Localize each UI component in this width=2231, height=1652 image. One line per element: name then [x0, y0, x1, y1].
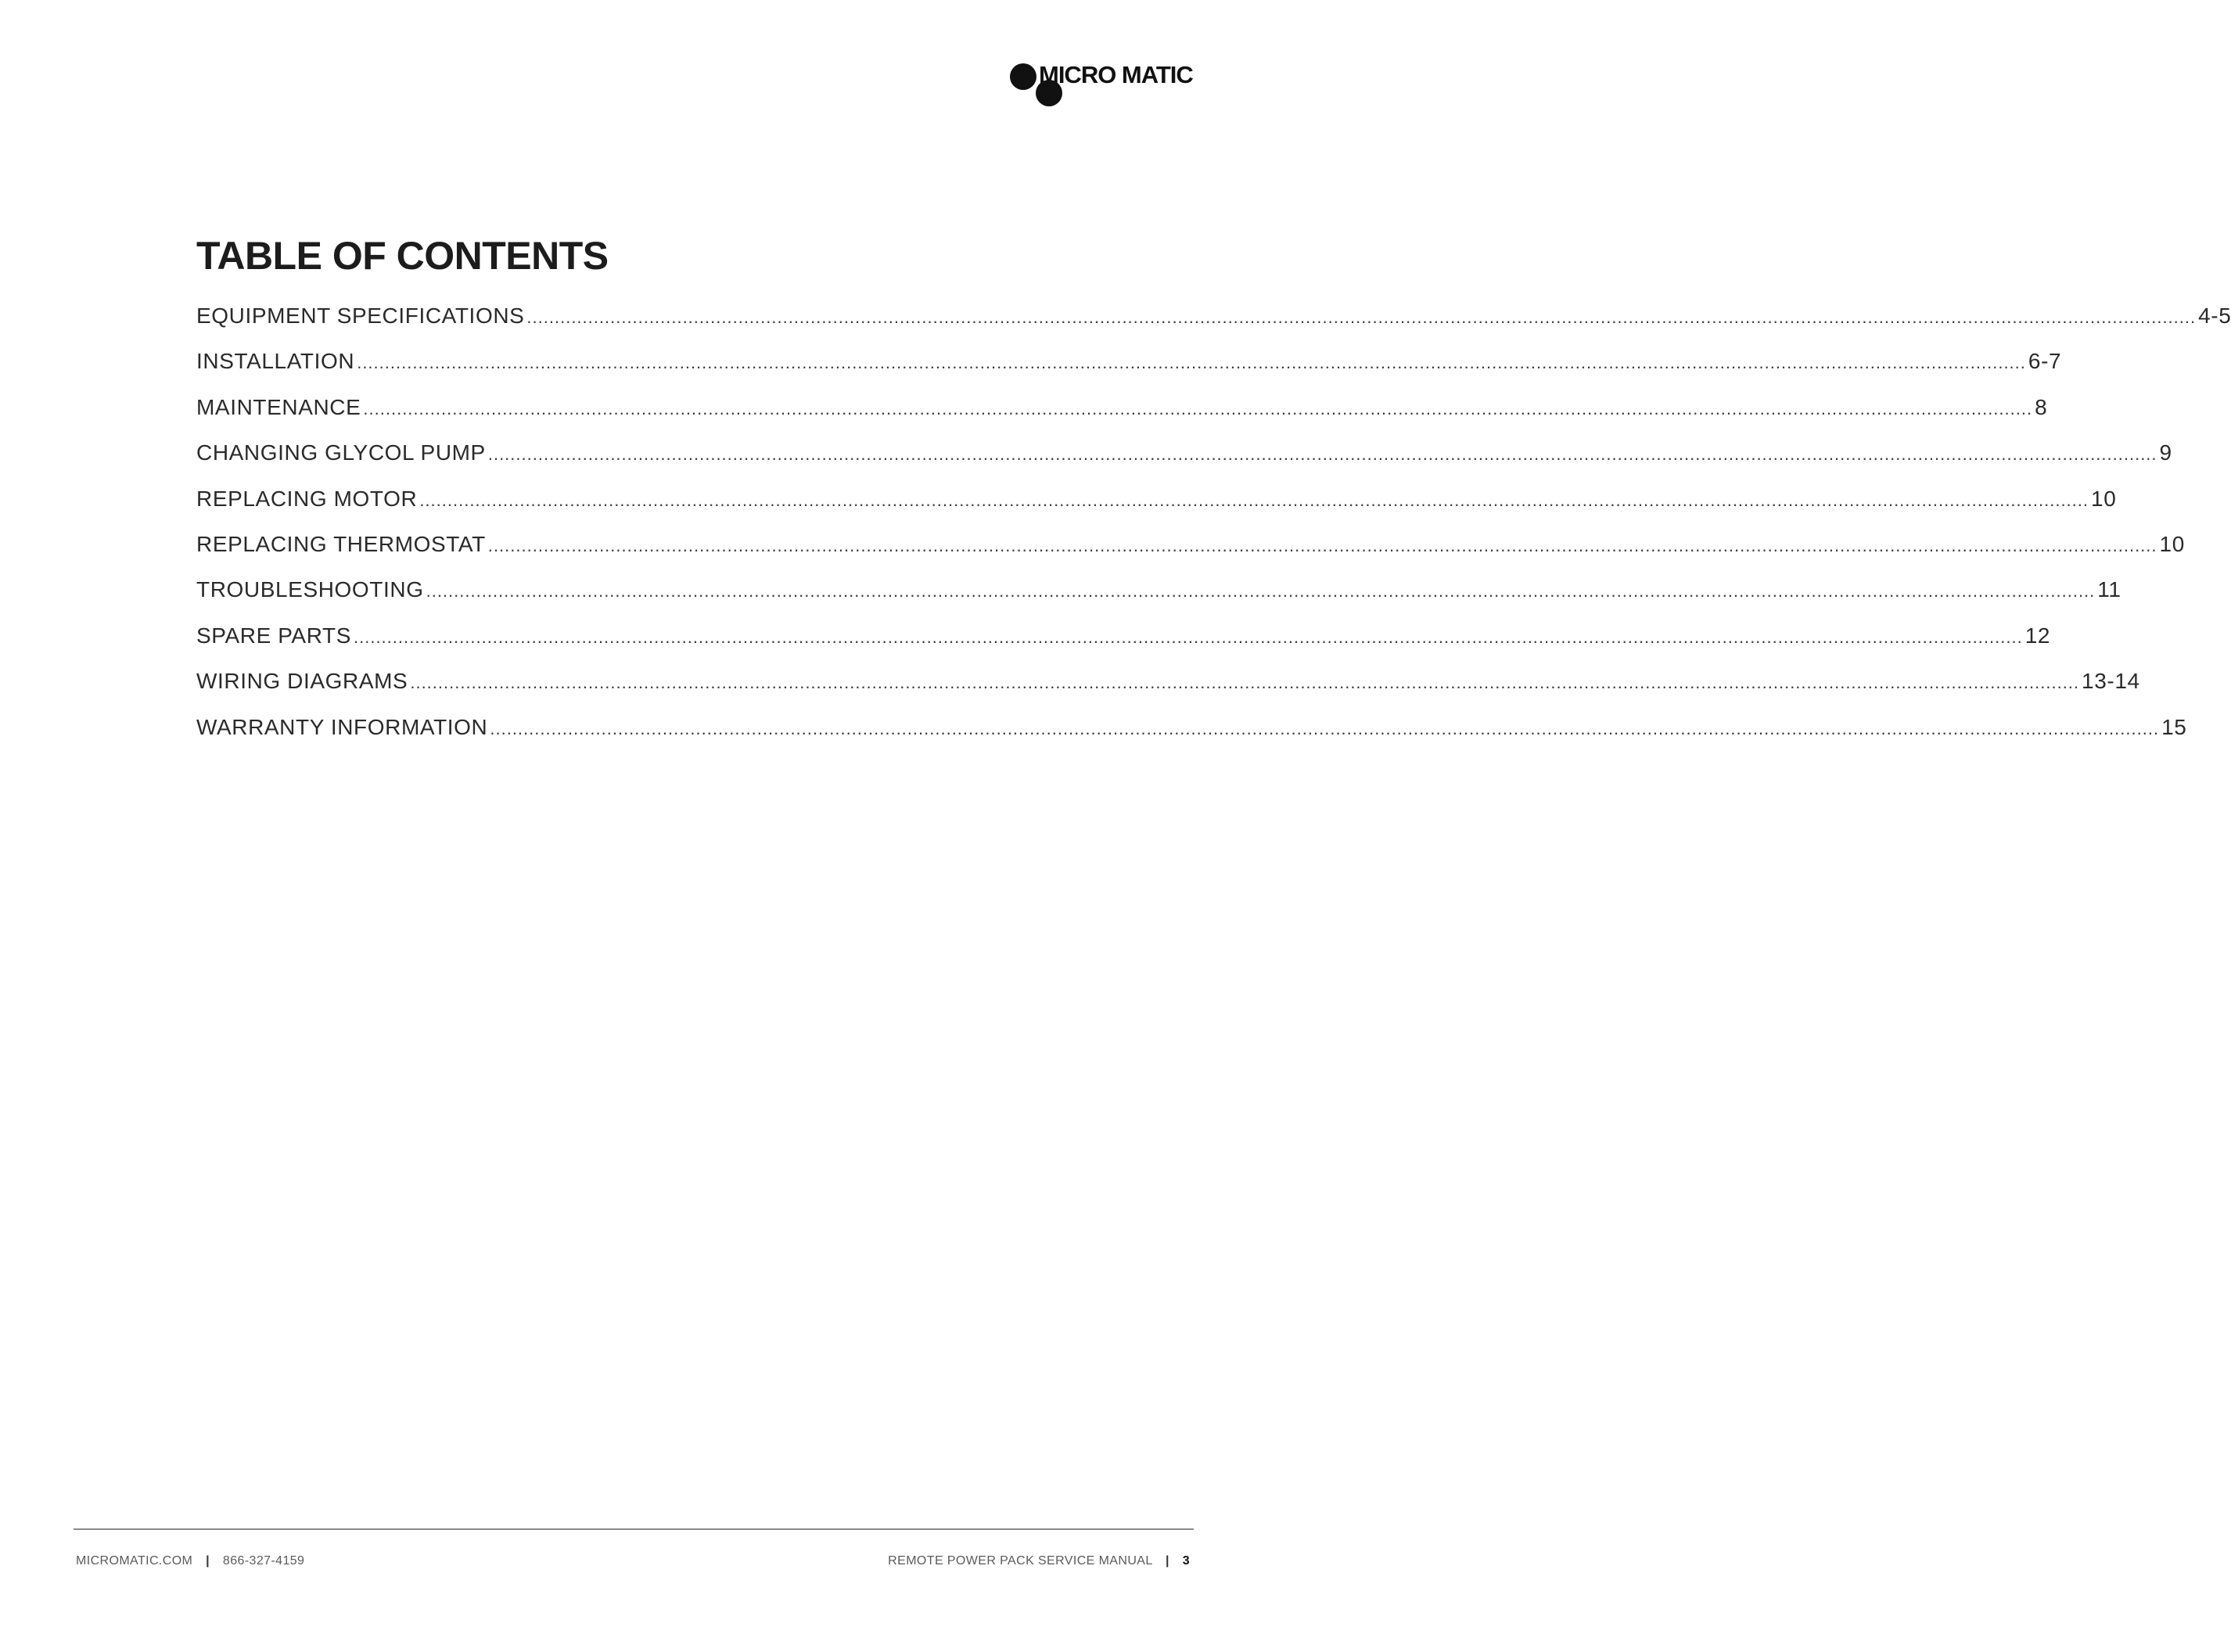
toc-entry[interactable]: [196, 577, 2121, 623]
footer-manual-info: [888, 1554, 1190, 1568]
toc-entry-label: EQUIPMENT SPECIFICATIONS: [196, 303, 525, 328]
toc-entry[interactable]: [196, 349, 2062, 394]
toc-entry-page: 9: [2159, 440, 2172, 465]
toc-entry[interactable]: [196, 486, 2117, 532]
dot-leader: ............................................................................................................................................................................................................................................................................................................: [487, 444, 2157, 465]
toc-entry-label: TROUBLESHOOTING: [196, 577, 424, 602]
toc-entry-page: 11: [2097, 577, 2121, 602]
dot-leader: ............................................................................................................................................................................................................................................................................................................: [487, 535, 2157, 555]
toc-entry-page: 15: [2161, 714, 2187, 739]
toc-entry-page: 8: [2035, 394, 2048, 419]
dot-leader: ............................................................................................................................................................................................................................................................................................................: [363, 398, 2033, 418]
page-title: TABLE OF CONTENTS: [196, 234, 609, 278]
toc-entry[interactable]: [196, 303, 2231, 349]
footer-phone: 866-327-4159: [222, 1554, 305, 1568]
toc-entry-page: 13-14: [2082, 669, 2140, 694]
dot-leader: ............................................................................................................................................................................................................................................................................................................: [410, 673, 2080, 693]
footer-separator: |: [1165, 1554, 1169, 1568]
toc-entry[interactable]: [196, 531, 2185, 577]
toc-entry-label: MAINTENANCE: [196, 394, 361, 419]
brand-logo: [1009, 56, 1197, 119]
dot-leader: ............................................................................................................................................................................................................................................................................................................: [426, 581, 2096, 602]
toc-entry-label: REPLACING THERMOSTAT: [196, 531, 486, 556]
toc-entry-label: WARRANTY INFORMATION: [196, 714, 488, 739]
footer-separator: |: [206, 1554, 210, 1568]
toc-entry-label: SPARE PARTS: [196, 623, 351, 648]
dot-leader: ............................................................................................................................................................................................................................................................................................................: [357, 353, 2026, 373]
dot-leader: ............................................................................................................................................................................................................................................................................................................: [419, 490, 2089, 510]
toc-entry-label: REPLACING MOTOR: [196, 486, 418, 511]
toc-entry[interactable]: [196, 623, 2051, 669]
logo-text: MICRO MATIC: [1039, 61, 1193, 88]
toc-entry-page: 12: [2024, 623, 2051, 648]
toc-entry-page: 10: [2091, 486, 2117, 511]
toc-entry-label: WIRING DIAGRAMS: [196, 669, 408, 694]
footer-divider: [74, 1528, 1194, 1530]
toc-entry-page: 4-5: [2198, 303, 2231, 328]
toc-entry-page: 10: [2159, 531, 2185, 556]
footer-website-link[interactable]: MICROMATIC.COM: [76, 1554, 193, 1568]
dot-leader: ............................................................................................................................................................................................................................................................................................................: [526, 307, 2197, 327]
toc-entry[interactable]: [196, 440, 2172, 486]
dot-leader: ............................................................................................................................................................................................................................................................................................................: [354, 627, 2023, 647]
toc-entry[interactable]: [196, 669, 2140, 714]
toc-entry[interactable]: [196, 714, 2187, 760]
footer-contact: [76, 1554, 304, 1568]
toc-list: [196, 303, 2231, 760]
toc-entry[interactable]: [196, 394, 2048, 440]
toc-entry-label: CHANGING GLYCOL PUMP: [196, 440, 486, 465]
dot-leader: ............................................................................................................................................................................................................................................................................................................: [490, 718, 2160, 738]
footer-manual-title: REMOTE POWER PACK SERVICE MANUAL: [888, 1554, 1153, 1568]
page-number: 3: [1182, 1554, 1190, 1568]
toc-entry-page: 6-7: [2028, 349, 2062, 374]
toc-entry-label: INSTALLATION: [196, 349, 355, 374]
